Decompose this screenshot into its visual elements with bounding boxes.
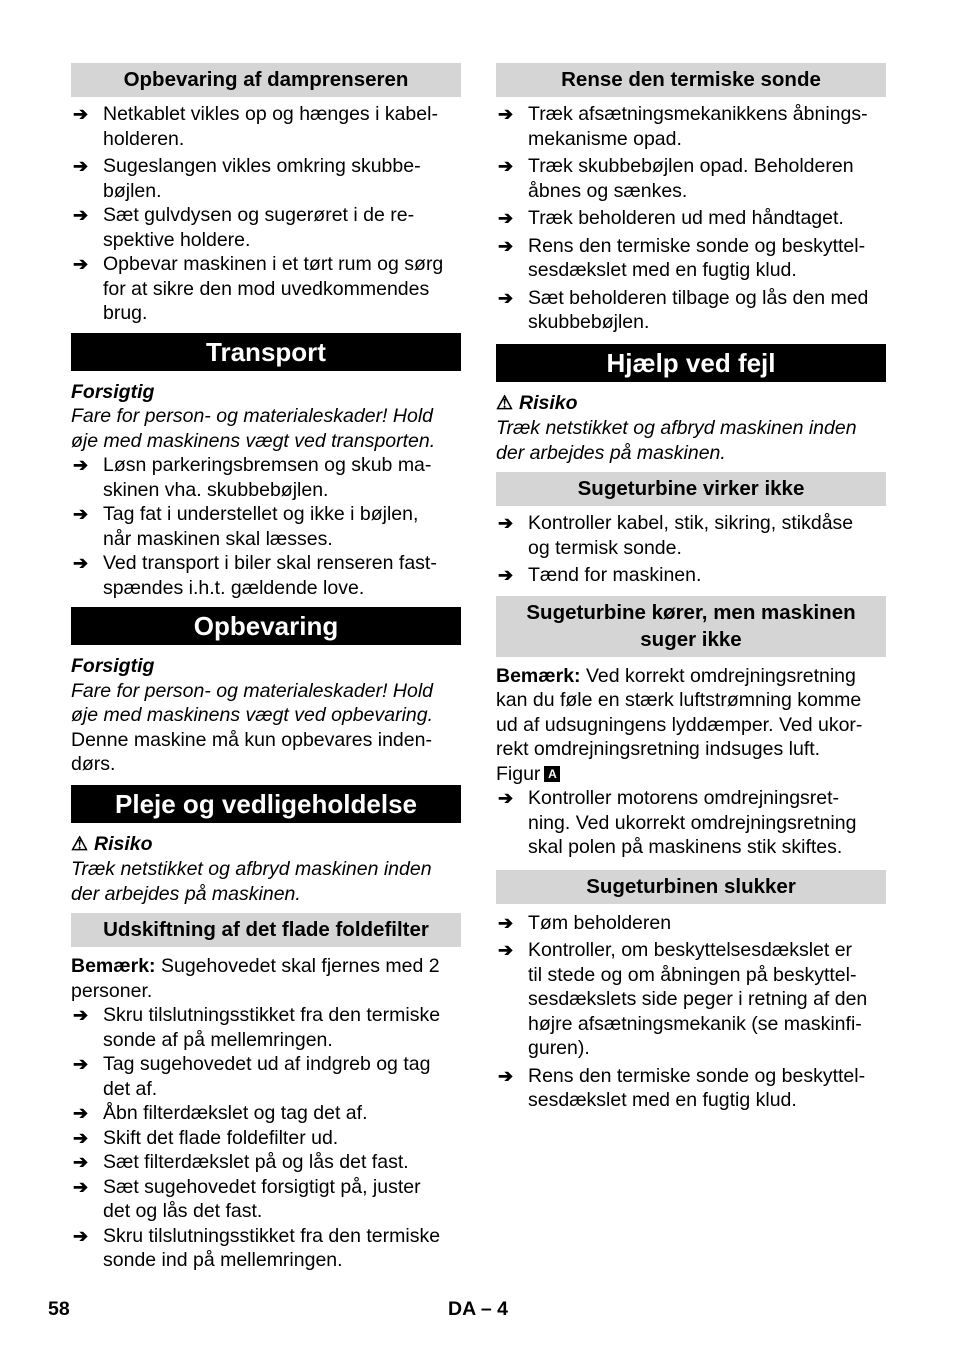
- figure-label: Figur: [496, 762, 541, 785]
- list-item: ➔ Rens den termiske sonde og beskyttel- sesdækslet med en fugtig klud.: [498, 1064, 866, 1111]
- arrow-icon: ➔: [73, 1103, 89, 1123]
- bullet-list: [71, 102, 461, 326]
- arrow-icon: ➔: [73, 104, 89, 124]
- warning-triangle-icon: ⚠: [496, 392, 514, 414]
- arrow-icon: ➔: [73, 1176, 89, 1197]
- section-heading-rense: Rense den termiske sonde: [496, 63, 886, 97]
- list-item: ➔ Løsn parkeringsbremsen og skub ma- skinen vha. skubbebøjlen.: [73, 454, 432, 501]
- list-item: ➔ Træk beholderen ud med håndtaget.: [498, 207, 844, 229]
- list-item: ➔ Kontroller kabel, stik, sikring, stikdåse og termisk sonde.: [498, 512, 854, 559]
- arrow-icon: ➔: [73, 1127, 89, 1148]
- section-heading-slukker: Sugeturbinen slukker: [496, 870, 886, 904]
- list-item: ➔ Tag fat i understellet og ikke i bøjlen, når maskinen skal læsses.: [73, 503, 419, 550]
- list-item: ➔ Netkablet vikles op og hænges i kabel- holderen.: [73, 103, 438, 150]
- arrow-icon: ➔: [498, 208, 514, 228]
- bullet-list: [71, 453, 461, 600]
- warning-triangle-icon: ⚠: [71, 833, 89, 855]
- list-item: ➔ Kontroller, om beskyttelsesdækslet er til stede og om åbningen på beskyttel- sesdækslets side peger i retning af den højre afsætningsmekanik (se maskinfi- guren).: [498, 939, 868, 1059]
- list-item: ➔ Sæt beholderen tilbage og lås den med skubbebøjlen.: [498, 286, 869, 333]
- list-item: ➔ Ved transport i biler skal renseren fast- spændes i.h.t. gældende love.: [73, 552, 437, 599]
- caution-label: Forsigtig: [71, 655, 155, 677]
- page-number: 58: [48, 1298, 70, 1320]
- arrow-icon: ➔: [73, 553, 89, 573]
- risk-label: ⚠ Risiko: [71, 832, 461, 858]
- list-item: ➔ Skift det flade foldefilter ud.: [73, 1126, 339, 1149]
- arrow-icon: ➔: [498, 912, 514, 933]
- arrow-icon: ➔: [73, 1054, 89, 1074]
- arrow-icon: ➔: [73, 205, 89, 225]
- section-heading-opbevaring: Opbevaring: [71, 607, 461, 645]
- list-item: ➔ Sugeslangen vikles omkring skubbe- bøjlen.: [73, 155, 421, 202]
- list-item: ➔ Sæt sugehovedet forsigtigt på, juster det og lås det fast.: [73, 1175, 421, 1222]
- arrow-icon: ➔: [498, 235, 514, 256]
- list-item: ➔ Sæt filterdækslet på og lås det fast.: [73, 1151, 409, 1173]
- section-label: DA – 4: [448, 1298, 508, 1320]
- body-text: Denne maskine må kun opbevares inden- dørs.: [71, 728, 432, 775]
- bullet-list: [496, 511, 886, 588]
- right-column: [496, 63, 886, 1113]
- list-item: ➔ Tag sugehovedet ud af indgreb og tag det af.: [73, 1053, 431, 1100]
- section-heading-pleje: Pleje og vedligeholdelse: [71, 785, 461, 823]
- caution-text: Fare for person- og materialeskader! Hold øje med maskinens vægt ved opbevaring.: [71, 679, 434, 726]
- arrow-icon: ➔: [73, 156, 89, 176]
- arrow-icon: ➔: [498, 156, 514, 176]
- arrow-icon: ➔: [73, 455, 89, 475]
- section-heading-transport: Transport: [71, 333, 461, 371]
- list-item: ➔ Træk afsætningsmekanikkens åbnings- mekanisme opad.: [498, 103, 868, 150]
- arrow-icon: ➔: [73, 1225, 89, 1246]
- arrow-icon: ➔: [73, 1152, 89, 1172]
- list-item: ➔ Skru tilslutningsstikket fra den termiske sonde ind på mellemringen.: [73, 1224, 441, 1271]
- arrow-icon: ➔: [73, 1005, 89, 1025]
- figure-a-icon: A: [544, 766, 560, 782]
- list-item: ➔ Tænd for maskinen.: [498, 564, 702, 586]
- arrow-icon: ➔: [498, 788, 514, 808]
- section-heading-virker-ikke: Sugeturbine virker ikke: [496, 472, 886, 506]
- arrow-icon: ➔: [498, 565, 514, 585]
- list-item: ➔ Sæt gulvdysen og sugerøret i de re- spektive holdere.: [73, 204, 415, 251]
- note-text: Bemærk: Ved korrekt omdrejningsretning kan du føle en stærk luftstrømning komme ud af udsugningens lyddæmper. Ved ukor- rekt omdrejningsretning indsuges luft. Figur A: [496, 664, 863, 785]
- list-item: ➔ Træk skubbebøjlen opad. Beholderen åbnes og sænkes.: [498, 155, 854, 202]
- section-heading-hjaelp: Hjælp ved fejl: [496, 344, 886, 382]
- section-heading-opbevaring-dampr: Opbevaring af damprenseren: [71, 63, 461, 97]
- note-text: Bemærk: Sugehovedet skal fjernes med 2 personer.: [71, 955, 440, 1002]
- list-item: ➔ Åbn filterdækslet og tag det af.: [73, 1102, 368, 1124]
- section-heading-udskiftning: Udskiftning af det flade foldefilter: [71, 913, 461, 947]
- bullet-list: [496, 786, 886, 860]
- list-item: ➔ Tøm beholderen: [498, 911, 672, 934]
- arrow-icon: ➔: [73, 504, 89, 524]
- arrow-icon: ➔: [498, 940, 514, 960]
- bullet-list: [496, 911, 886, 1113]
- arrow-icon: ➔: [498, 287, 514, 308]
- arrow-icon: ➔: [498, 104, 514, 124]
- list-item: ➔ Skru tilslutningsstikket fra den termiske sonde af på mellemringen.: [73, 1004, 441, 1051]
- caution-text: Fare for person- og materialeskader! Hold øje med maskinens vægt ved transporten.: [71, 405, 436, 452]
- list-item: ➔ Rens den termiske sonde og beskyttel- sesdækslet med en fugtig klud.: [498, 234, 866, 281]
- bullet-list: [71, 1003, 461, 1273]
- arrow-icon: ➔: [498, 513, 514, 533]
- list-item: ➔ Opbevar maskinen i et tørt rum og sørg for at sikre den mod uvedkommendes brug.: [73, 253, 444, 324]
- bullet-list: [496, 102, 886, 335]
- risk-label: ⚠ Risiko: [496, 391, 886, 417]
- section-heading-korer: Sugeturbine kører, men maskinen suger ikke: [496, 596, 886, 657]
- risk-text: Træk netstikket og afbryd maskinen inden der arbejdes på maskinen.: [71, 858, 432, 905]
- list-item: ➔ Kontroller motorens omdrejningsret- ning. Ved ukorrekt omdrejningsretning skal polen på maskinens stik skiftes.: [498, 787, 857, 858]
- risk-text: Træk netstikket og afbryd maskinen inden der arbejdes på maskinen.: [496, 417, 857, 464]
- arrow-icon: ➔: [498, 1065, 514, 1086]
- caution-label: Forsigtig: [71, 380, 155, 403]
- left-column: [71, 63, 461, 1273]
- arrow-icon: ➔: [73, 254, 89, 274]
